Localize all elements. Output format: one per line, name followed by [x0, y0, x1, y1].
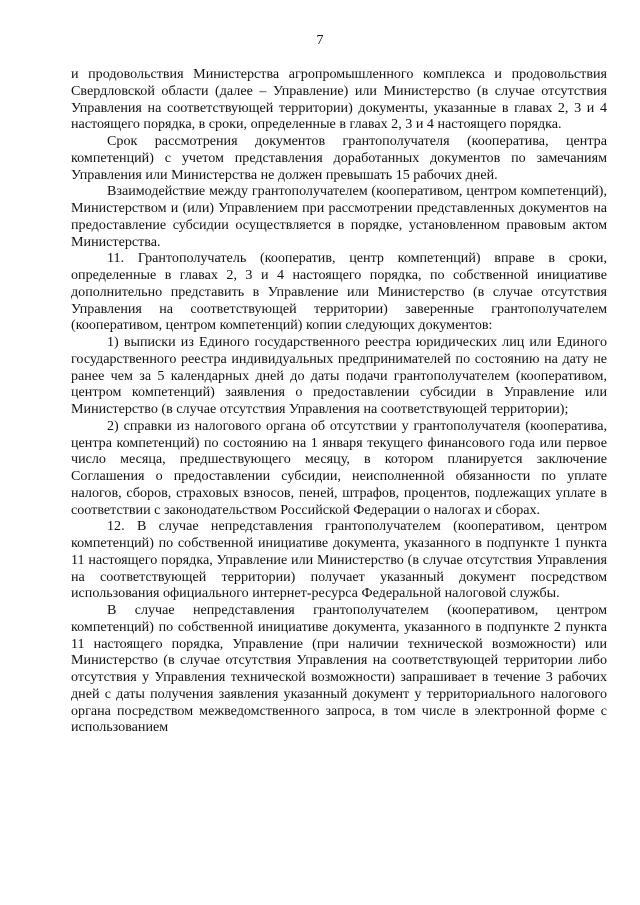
paragraph-item-12-second: В случае непредставления грантополучателем (кооперативом, центром компетенций) по собственной инициативе документа, указанного в подпункте 2 пункта 11 настоящего порядка, Управление (при наличии технической возможности) или Министерство (в случае отсутствия Управления на соответствующей территории либо отсутствия у Управления технической возможности) запрашивает в течение 3 рабочих дней с даты получения заявления указанный документ у территориального налогового органа посредством межведомственного запроса, в том числе в электронной форме с использованием [71, 602, 607, 736]
paragraph-continuation: и продовольствия Министерства агропромышленного комплекса и продовольствия Свердловской области (далее – Управление) или Министерство (в случае отсутствия Управления на соответствующей территории) документы, указанные в главах 2, 3 и 4 настоящего порядка, в сроки, определенные в главах 2, 3 и 4 настоящего порядка. [71, 66, 607, 133]
paragraph-item-11-1: 1) выписки из Единого государственного реестра юридических лиц или Единого государственного реестра индивидуальных предпринимателей по состоянию на дату не ранее чем за 5 календарных дней до даты подачи грантополучателем (кооперативом, центром компетенций) заявления о предоставлении субсидии в Управление или Министерство (в случае отсутствия Управления на соответствующей территории); [71, 334, 607, 417]
page-number: 7 [316, 33, 324, 48]
paragraph-item-11: 11. Грантополучатель (кооператив, центр компетенций) вправе в сроки, определенные в главах 2, 3 и 4 настоящего порядка, по собственной инициативе дополнительно представить в Управление или Министерство (в случае отсутствия Управления на соответствующей территории) заверенные грантополучателем (кооперативом, центром компетенций) копии следующих документов: [71, 250, 607, 334]
paragraph-interaction: Взаимодействие между грантополучателем (кооперативом, центром компетенций), Министерством и (или) Управлением при рассмотрении представленных документов на предоставление субсидии осуществляется в порядке, установленном правовым актом Министерства. [71, 183, 607, 250]
paragraph-item-12: 12. В случае непредставления грантополучателем (кооперативом, центром компетенций) по собственной инициативе документа, указанного в подпункте 1 пункта 11 настоящего порядка, Управление или Министерство (в случае отсутствия Управления на соответствующей территории) получает указанный документ посредством использования официального интернет-ресурса Федеральной налоговой службы. [71, 518, 607, 602]
paragraph-review-term: Срок рассмотрения документов грантополучателя (кооператива, центра компетенций) с учетом представления доработанных документов по замечаниям Управления или Министерства не должен превышать 15 рабочих дней. [71, 133, 607, 183]
paragraph-item-11-2: 2) справки из налогового органа об отсутствии у грантополучателя (кооператива, центра компетенций) по состоянию на 1 января текущего финансового года или первое число месяца, предшествующего месяцу, в котором планируется заключение Соглашения о предоставлении субсидии, неисполненной обязанности по уплате налогов, сборов, страховых взносов, пеней, штрафов, процентов, подлежащих уплате в соответствии с законодательством Российской Федерации о налогах и сборах. [71, 417, 607, 518]
document-body [71, 66, 607, 736]
